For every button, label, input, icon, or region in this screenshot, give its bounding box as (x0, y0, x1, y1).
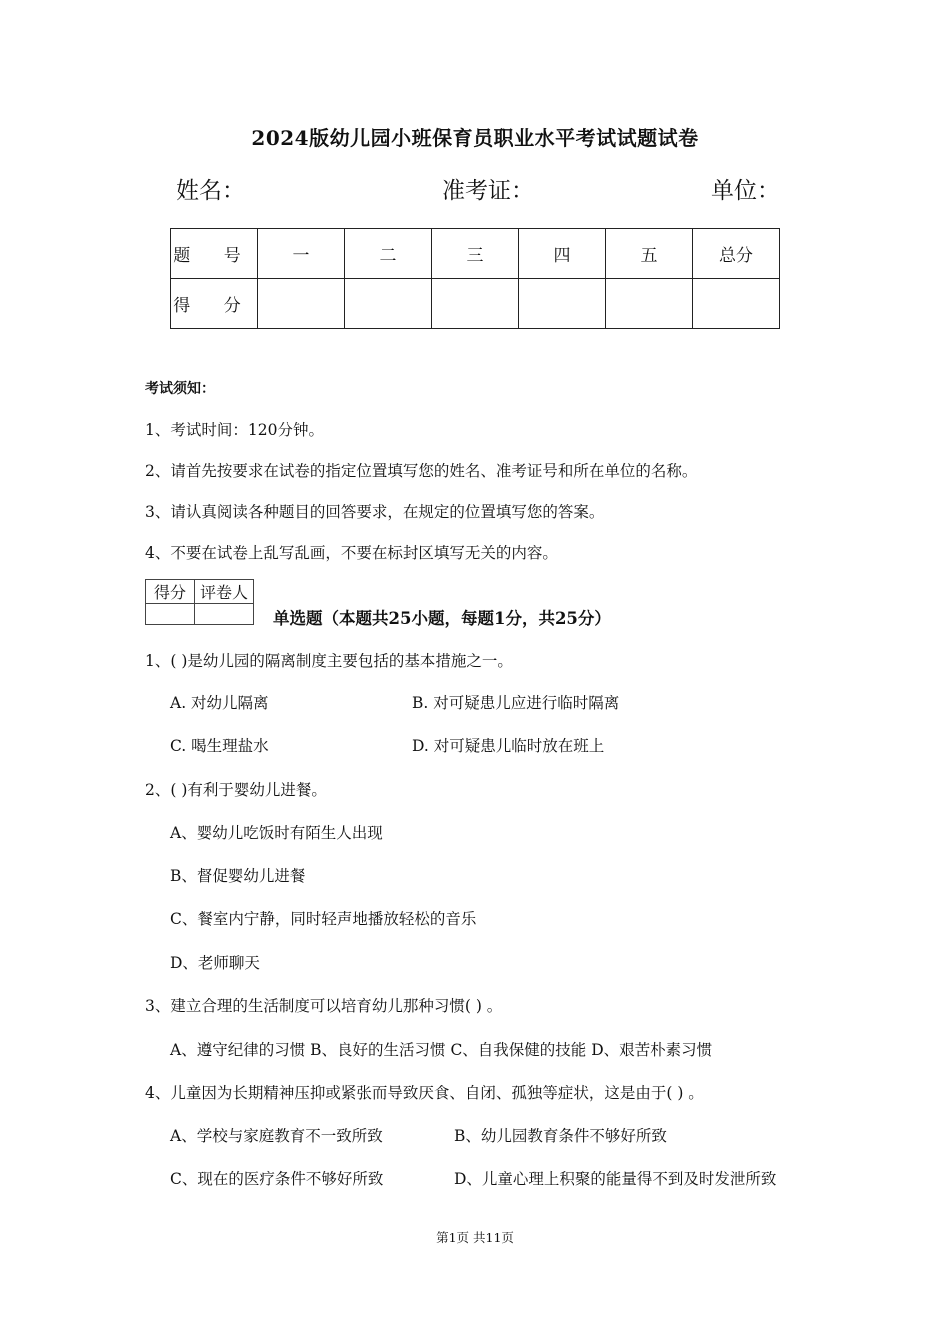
score-table (170, 228, 780, 329)
exam-id-label: 准考证： (442, 178, 534, 204)
score-table-cell: 四 (519, 229, 606, 279)
notice-item: 4、不要在试卷上乱写乱画，不要在标封区填写无关的内容。 (145, 544, 558, 562)
notice-item: 2、请首先按要求在试卷的指定位置填写您的姓名、准考证号和所在单位的名称。 (145, 462, 698, 480)
question-stem: 4、儿童因为长期精神压抑或紧张而导致厌食、自闭、孤独等症状，这是由于( ) 。 (145, 1084, 704, 1102)
score-table-cell: 题 号 (171, 229, 258, 279)
page-title: 2024版幼儿园小班保育员职业水平考试试题试卷 (251, 126, 699, 150)
grader-box (145, 579, 254, 625)
score-blank-cell[interactable] (693, 279, 780, 329)
option-d: D、儿童心理上积聚的能量得不到及时发泄所致 (454, 1170, 777, 1188)
option-d: D. 对可疑患儿临时放在班上 (412, 737, 605, 755)
grader-name-cell[interactable] (195, 604, 254, 625)
option-a: A、婴幼儿吃饭时有陌生人出现 (170, 824, 383, 842)
score-blank-cell[interactable] (258, 279, 345, 329)
score-blank-cell[interactable] (432, 279, 519, 329)
score-table-cell: 二 (345, 229, 432, 279)
option-c: C、餐室内宁静，同时轻声地播放轻松的音乐 (170, 910, 477, 928)
score-blank-cell[interactable] (519, 279, 606, 329)
notice-item: 3、请认真阅读各种题目的回答要求，在规定的位置填写您的答案。 (145, 503, 605, 521)
score-blank-cell[interactable] (345, 279, 432, 329)
score-table-cell: 五 (606, 229, 693, 279)
option-c: C. 喝生理盐水 (170, 737, 269, 755)
option-b: B、幼儿园教育条件不够好所致 (454, 1127, 667, 1145)
option-b: B、督促婴幼儿进餐 (170, 867, 306, 885)
score-table-cell: 三 (432, 229, 519, 279)
option-a: A. 对幼儿隔离 (170, 694, 269, 712)
question-stem: 3、建立合理的生活制度可以培育幼儿那种习惯( ) 。 (145, 997, 503, 1015)
option-c: C、现在的医疗条件不够好所致 (170, 1170, 384, 1188)
name-label: 姓名： (176, 178, 245, 204)
option-d: D、老师聊天 (170, 954, 260, 972)
option-a: A、学校与家庭教育不一致所致 (170, 1127, 383, 1145)
score-blank-cell[interactable] (606, 279, 693, 329)
score-table-cell: 得 分 (171, 279, 258, 329)
notice-item: 1、考试时间：120分钟。 (145, 421, 324, 439)
grader-name-label: 评卷人 (195, 580, 254, 604)
unit-label: 单位： (711, 178, 780, 204)
page-footer: 第1页 共11页 (436, 1230, 514, 1245)
question-stem: 2、( )有利于婴幼儿进餐。 (145, 781, 327, 799)
score-table-cell: 一 (258, 229, 345, 279)
notice-heading: 考试须知： (145, 381, 215, 397)
question-stem: 1、( )是幼儿园的隔离制度主要包括的基本措施之一。 (145, 652, 513, 670)
question-options: A、遵守纪律的习惯 B、良好的生活习惯 C、自我保健的技能 D、艰苦朴素习惯 (170, 1041, 713, 1059)
option-b: B. 对可疑患儿应进行临时隔离 (412, 694, 620, 712)
score-table-score-row (171, 279, 780, 329)
score-table-cell: 总分 (693, 229, 780, 279)
section-title: 单选题（本题共25小题，每题1分，共25分） (273, 609, 611, 628)
grader-score-label: 得分 (146, 580, 195, 604)
score-table-header-row (171, 229, 780, 279)
grader-score-cell[interactable] (146, 604, 195, 625)
